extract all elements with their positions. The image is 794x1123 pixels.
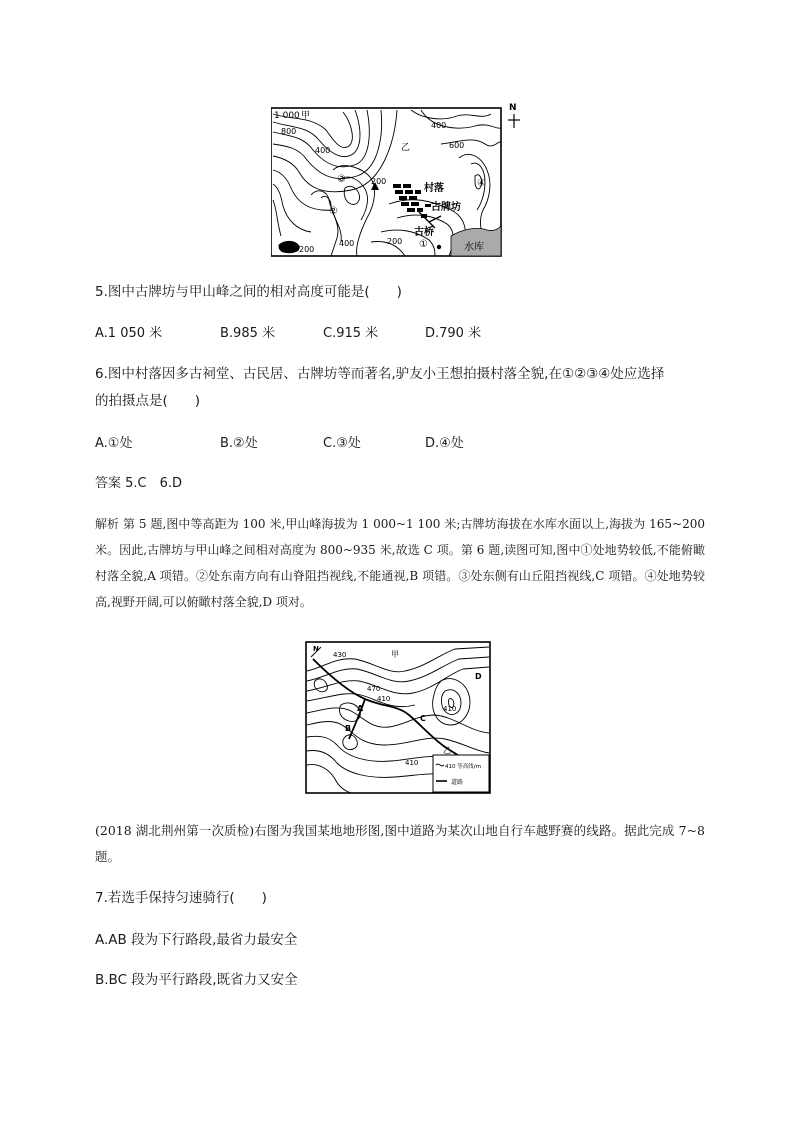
elev-1000-label: 1 000 <box>274 111 300 121</box>
reservoir-label: 水库 <box>464 242 484 253</box>
legend-road-label: 道路 <box>451 779 464 786</box>
point-b-label: B <box>345 724 352 733</box>
point-4-label: ④ <box>477 178 486 189</box>
question-6-stem-line2: 的拍摄点是( ) <box>95 393 201 409</box>
option-d: D.790 米 <box>425 326 482 341</box>
contour-200-label: 200 <box>371 177 387 186</box>
contour-430-label: 430 <box>333 651 347 659</box>
north-label: N <box>509 103 517 113</box>
option-c: C.915 米 <box>323 326 379 341</box>
peak-jia-label: 甲 <box>391 650 399 659</box>
north-label: N <box>313 645 319 653</box>
explanation-paragraph: 解析 第 5 题,图中等高距为 100 米,甲山峰海拔为 1 000~1 100 米;古牌坊海拔在水库水面以上,海拔为 165~200 米。因此,古牌坊与甲山峰之间相对高度为 800~935 米,故选 C 项。第 6 题,读图可知,图中①处地势较低,不能俯瞰村落全貌,A 项错。②处东南方向有山脊阻挡视线,不能通视,B 项错。③处东侧有山丘阻挡视线,C 项错。④处地势较高,视野开阔,可以俯瞰村落全貌,D 项对。 <box>95 517 705 609</box>
answer-line: 答案 5.C 6.D <box>95 476 183 491</box>
option-c: C.③处 <box>323 436 361 451</box>
option-b: B.BC 段为平行路段,既省力又安全 <box>95 972 298 988</box>
bridge-label: 古桥 <box>414 227 434 238</box>
question-5-stem: 5.图中古牌坊与甲山峰之间的相对高度可能是( ) <box>95 284 402 300</box>
contour-400-label: 400 <box>339 239 355 248</box>
point-1-label: ① <box>419 239 428 250</box>
questions-7-8-intro: (2018 湖北荆州第一次质检)右图为我国某地地形图,图中道路为某次山地自行车越野赛的线路。据此完成 7~8 题。 <box>95 823 705 864</box>
peak-yi-label: 乙 <box>401 143 411 153</box>
contour-410-label: 410 <box>405 759 419 767</box>
option-a: A.①处 <box>95 436 133 451</box>
topographic-map-1 <box>271 100 525 260</box>
arch-label: 古牌坊 <box>431 202 461 213</box>
contour-410-label: 410 <box>377 695 391 703</box>
contour-470-label: 470 <box>367 685 381 693</box>
option-b: B.②处 <box>220 436 258 451</box>
contour-200-label: 200 <box>299 245 315 254</box>
contour-410-label: 410 <box>443 705 457 713</box>
option-b: B.985 米 <box>220 326 275 341</box>
point-2-label: ② <box>329 206 338 217</box>
contour-200-label: 200 <box>387 237 403 246</box>
contour-400-label: 400 <box>431 121 447 130</box>
village-label: 村落 <box>424 183 444 194</box>
contour-600-label: 600 <box>449 141 465 150</box>
question-6-stem-line1: 6.图中村落因多古祠堂、古民居、古牌坊等而著名,驴友小王想拍摄村落全貌,在①②③④处应选择 <box>95 366 665 382</box>
option-d: D.④处 <box>425 436 464 451</box>
option-a: A.AB 段为下行路段,最省力最安全 <box>95 932 298 948</box>
contour-800-label: 800 <box>281 127 297 136</box>
topographic-map-2 <box>305 641 491 794</box>
peak-yi-label: 乙 <box>443 746 451 755</box>
point-3-label: ③ <box>337 174 346 185</box>
question-7-stem: 7.若选手保持匀速骑行( ) <box>95 890 267 906</box>
option-a: A.1 050 米 <box>95 326 163 341</box>
point-c-label: C <box>420 714 426 723</box>
point-d-label: D <box>475 672 482 681</box>
peak-jia-label: 甲 <box>301 111 311 121</box>
point-a-label: A <box>357 704 364 713</box>
legend-contour-label: 410 等高线/m <box>445 764 481 770</box>
contour-400-label: 400 <box>315 146 331 155</box>
